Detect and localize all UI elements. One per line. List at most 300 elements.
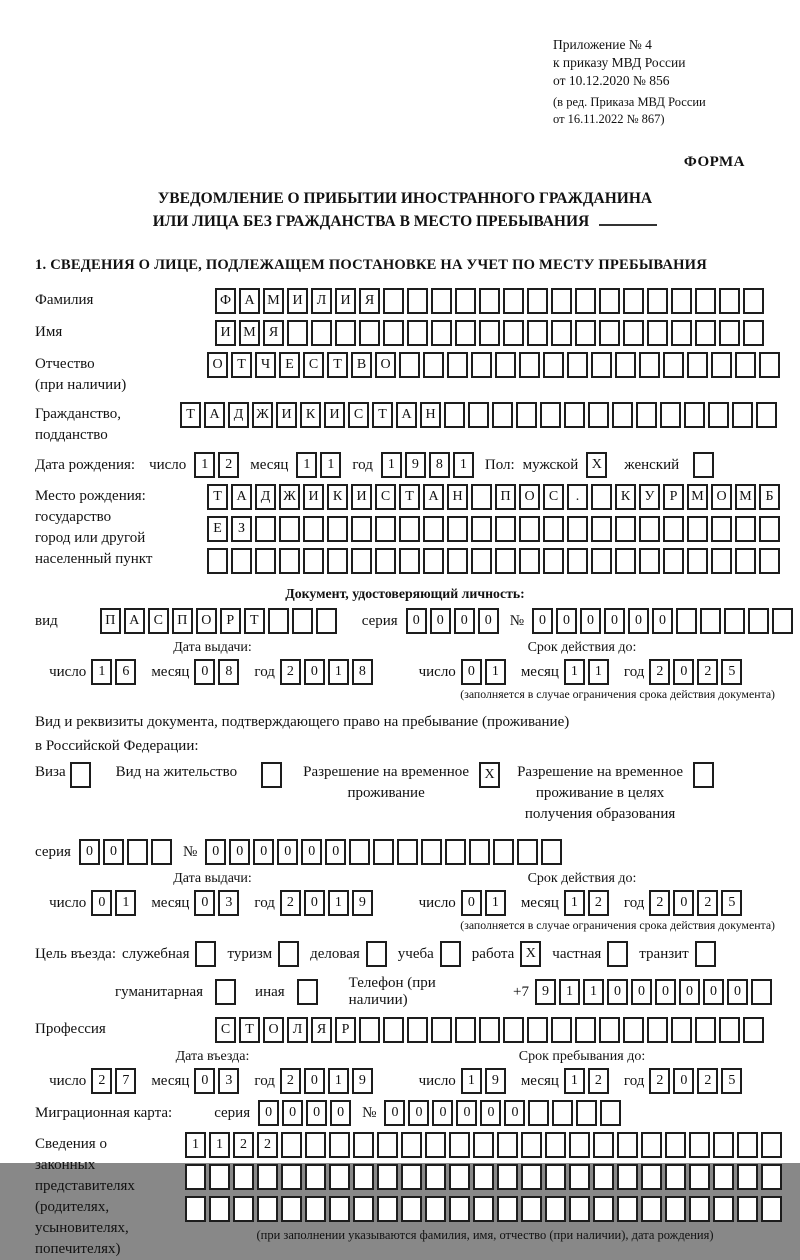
char-cell[interactable] [407, 288, 428, 314]
char-cell[interactable]: П [495, 484, 516, 510]
char-cell[interactable]: 3 [218, 890, 239, 916]
char-cell[interactable] [399, 516, 420, 542]
char-cell[interactable] [257, 1196, 278, 1222]
char-cell[interactable] [689, 1132, 710, 1158]
char-cell[interactable]: Д [255, 484, 276, 510]
char-cell[interactable] [743, 320, 764, 346]
char-cell[interactable]: 0 [673, 890, 694, 916]
char-cell[interactable]: 0 [628, 608, 649, 634]
char-cell[interactable] [647, 320, 668, 346]
char-cell[interactable]: X [586, 452, 607, 478]
char-cell[interactable] [743, 1017, 764, 1043]
char-cell[interactable] [575, 288, 596, 314]
char-cell[interactable]: Р [335, 1017, 356, 1043]
char-cell[interactable] [660, 402, 681, 428]
char-cell[interactable]: 0 [406, 608, 427, 634]
char-cell[interactable] [431, 288, 452, 314]
char-cell[interactable] [623, 1017, 644, 1043]
char-cell[interactable]: 2 [697, 659, 718, 685]
char-cell[interactable] [497, 1164, 518, 1190]
char-cell[interactable] [468, 402, 489, 428]
char-cell[interactable] [303, 516, 324, 542]
char-cell[interactable] [305, 1196, 326, 1222]
char-cell[interactable]: А [124, 608, 145, 634]
char-cell[interactable] [713, 1196, 734, 1222]
char-cell[interactable] [431, 1017, 452, 1043]
char-cell[interactable]: О [519, 484, 540, 510]
char-cell[interactable] [639, 352, 660, 378]
char-cell[interactable]: 1 [328, 659, 349, 685]
char-cell[interactable] [492, 402, 513, 428]
char-cell[interactable]: 0 [103, 839, 124, 865]
char-cell[interactable]: Т [180, 402, 201, 428]
char-cell[interactable] [737, 1132, 758, 1158]
char-cell[interactable]: 1 [328, 1068, 349, 1094]
char-cell[interactable] [623, 320, 644, 346]
char-cell[interactable] [735, 548, 756, 574]
char-cell[interactable] [700, 608, 721, 634]
char-cell[interactable] [724, 608, 745, 634]
char-cell[interactable]: 2 [649, 890, 670, 916]
char-cell[interactable]: А [396, 402, 417, 428]
char-cell[interactable]: 0 [556, 608, 577, 634]
char-cell[interactable] [641, 1196, 662, 1222]
char-cell[interactable]: X [520, 941, 541, 967]
char-cell[interactable] [641, 1132, 662, 1158]
char-cell[interactable] [233, 1196, 254, 1222]
char-cell[interactable] [521, 1196, 542, 1222]
char-cell[interactable] [351, 516, 372, 542]
char-cell[interactable]: Е [207, 516, 228, 542]
char-cell[interactable]: 0 [673, 659, 694, 685]
char-cell[interactable]: 0 [258, 1100, 279, 1126]
char-cell[interactable]: С [303, 352, 324, 378]
char-cell[interactable] [351, 548, 372, 574]
char-cell[interactable] [373, 839, 394, 865]
char-cell[interactable] [564, 402, 585, 428]
char-cell[interactable] [329, 1164, 350, 1190]
char-cell[interactable] [278, 941, 299, 967]
char-cell[interactable] [543, 352, 564, 378]
char-cell[interactable] [495, 352, 516, 378]
char-cell[interactable] [425, 1132, 446, 1158]
char-cell[interactable] [421, 839, 442, 865]
char-cell[interactable] [455, 1017, 476, 1043]
char-cell[interactable] [551, 288, 572, 314]
char-cell[interactable] [615, 516, 636, 542]
char-cell[interactable] [665, 1132, 686, 1158]
char-cell[interactable] [639, 516, 660, 542]
char-cell[interactable]: Т [327, 352, 348, 378]
char-cell[interactable]: П [172, 608, 193, 634]
char-cell[interactable] [541, 839, 562, 865]
char-cell[interactable] [756, 402, 777, 428]
char-cell[interactable] [552, 1100, 573, 1126]
char-cell[interactable] [735, 516, 756, 542]
char-cell[interactable] [671, 320, 692, 346]
char-cell[interactable] [447, 516, 468, 542]
char-cell[interactable] [521, 1132, 542, 1158]
char-cell[interactable] [447, 352, 468, 378]
char-cell[interactable]: 9 [352, 1068, 373, 1094]
char-cell[interactable] [316, 608, 337, 634]
char-cell[interactable] [759, 516, 780, 542]
char-cell[interactable]: А [204, 402, 225, 428]
char-cell[interactable]: 1 [91, 659, 112, 685]
char-cell[interactable] [401, 1196, 422, 1222]
char-cell[interactable] [445, 839, 466, 865]
char-cell[interactable] [495, 548, 516, 574]
char-cell[interactable] [695, 288, 716, 314]
char-cell[interactable]: 0 [306, 1100, 327, 1126]
char-cell[interactable] [70, 762, 91, 788]
char-cell[interactable] [617, 1132, 638, 1158]
char-cell[interactable] [527, 1017, 548, 1043]
char-cell[interactable]: 0 [607, 979, 628, 1005]
char-cell[interactable] [407, 1017, 428, 1043]
char-cell[interactable] [743, 288, 764, 314]
char-cell[interactable]: . [567, 484, 588, 510]
char-cell[interactable]: Е [279, 352, 300, 378]
char-cell[interactable] [281, 1196, 302, 1222]
char-cell[interactable]: Д [228, 402, 249, 428]
char-cell[interactable] [623, 288, 644, 314]
char-cell[interactable] [375, 548, 396, 574]
char-cell[interactable] [591, 548, 612, 574]
char-cell[interactable] [521, 1164, 542, 1190]
char-cell[interactable]: 0 [679, 979, 700, 1005]
char-cell[interactable] [695, 941, 716, 967]
char-cell[interactable]: 0 [703, 979, 724, 1005]
char-cell[interactable]: 7 [115, 1068, 136, 1094]
char-cell[interactable]: 1 [564, 890, 585, 916]
char-cell[interactable]: Б [759, 484, 780, 510]
char-cell[interactable] [671, 1017, 692, 1043]
char-cell[interactable]: 2 [588, 890, 609, 916]
char-cell[interactable] [261, 762, 282, 788]
char-cell[interactable] [615, 352, 636, 378]
char-cell[interactable] [503, 320, 524, 346]
char-cell[interactable]: 1 [559, 979, 580, 1005]
char-cell[interactable] [567, 352, 588, 378]
char-cell[interactable]: 1 [209, 1132, 230, 1158]
char-cell[interactable] [663, 516, 684, 542]
char-cell[interactable] [281, 1132, 302, 1158]
char-cell[interactable]: 1 [185, 1132, 206, 1158]
char-cell[interactable]: И [324, 402, 345, 428]
char-cell[interactable]: 0 [504, 1100, 525, 1126]
char-cell[interactable]: 2 [280, 1068, 301, 1094]
char-cell[interactable] [185, 1196, 206, 1222]
char-cell[interactable] [519, 516, 540, 542]
char-cell[interactable]: Р [220, 608, 241, 634]
char-cell[interactable]: Т [244, 608, 265, 634]
char-cell[interactable] [545, 1132, 566, 1158]
char-cell[interactable]: 1 [564, 1068, 585, 1094]
char-cell[interactable]: 1 [583, 979, 604, 1005]
char-cell[interactable]: 0 [478, 608, 499, 634]
char-cell[interactable] [401, 1132, 422, 1158]
char-cell[interactable]: 0 [655, 979, 676, 1005]
char-cell[interactable]: Я [359, 288, 380, 314]
char-cell[interactable]: 2 [697, 1068, 718, 1094]
char-cell[interactable]: 0 [532, 608, 553, 634]
char-cell[interactable] [759, 352, 780, 378]
char-cell[interactable] [353, 1196, 374, 1222]
char-cell[interactable] [663, 352, 684, 378]
char-cell[interactable] [737, 1196, 758, 1222]
char-cell[interactable]: 2 [649, 1068, 670, 1094]
char-cell[interactable]: О [263, 1017, 284, 1043]
char-cell[interactable] [593, 1164, 614, 1190]
char-cell[interactable] [444, 402, 465, 428]
char-cell[interactable]: 1 [564, 659, 585, 685]
char-cell[interactable]: А [423, 484, 444, 510]
char-cell[interactable] [335, 320, 356, 346]
char-cell[interactable] [327, 516, 348, 542]
char-cell[interactable] [281, 1164, 302, 1190]
char-cell[interactable]: С [375, 484, 396, 510]
char-cell[interactable] [473, 1132, 494, 1158]
char-cell[interactable] [636, 402, 657, 428]
char-cell[interactable] [471, 548, 492, 574]
char-cell[interactable] [473, 1196, 494, 1222]
char-cell[interactable]: 9 [352, 890, 373, 916]
char-cell[interactable] [383, 1017, 404, 1043]
char-cell[interactable]: И [303, 484, 324, 510]
char-cell[interactable]: 0 [304, 1068, 325, 1094]
char-cell[interactable] [497, 1132, 518, 1158]
char-cell[interactable]: 1 [485, 890, 506, 916]
char-cell[interactable]: С [215, 1017, 236, 1043]
char-cell[interactable]: 0 [325, 839, 346, 865]
char-cell[interactable]: И [335, 288, 356, 314]
char-cell[interactable] [399, 548, 420, 574]
char-cell[interactable]: 0 [673, 1068, 694, 1094]
char-cell[interactable]: 0 [430, 608, 451, 634]
char-cell[interactable] [615, 548, 636, 574]
char-cell[interactable] [689, 1164, 710, 1190]
char-cell[interactable] [540, 402, 561, 428]
char-cell[interactable] [569, 1132, 590, 1158]
char-cell[interactable] [689, 1196, 710, 1222]
char-cell[interactable] [708, 402, 729, 428]
char-cell[interactable]: 0 [480, 1100, 501, 1126]
char-cell[interactable] [671, 288, 692, 314]
char-cell[interactable]: 1 [328, 890, 349, 916]
char-cell[interactable]: 9 [405, 452, 426, 478]
char-cell[interactable] [231, 548, 252, 574]
char-cell[interactable]: С [148, 608, 169, 634]
char-cell[interactable]: К [615, 484, 636, 510]
char-cell[interactable] [576, 1100, 597, 1126]
char-cell[interactable]: О [196, 608, 217, 634]
char-cell[interactable] [599, 320, 620, 346]
char-cell[interactable] [719, 1017, 740, 1043]
char-cell[interactable] [195, 941, 216, 967]
char-cell[interactable]: 1 [588, 659, 609, 685]
char-cell[interactable]: 5 [721, 890, 742, 916]
char-cell[interactable] [593, 1132, 614, 1158]
char-cell[interactable]: 2 [233, 1132, 254, 1158]
char-cell[interactable] [493, 839, 514, 865]
char-cell[interactable]: Л [311, 288, 332, 314]
char-cell[interactable]: Я [311, 1017, 332, 1043]
char-cell[interactable] [255, 516, 276, 542]
char-cell[interactable]: 6 [115, 659, 136, 685]
char-cell[interactable]: 0 [205, 839, 226, 865]
char-cell[interactable] [397, 839, 418, 865]
char-cell[interactable]: О [711, 484, 732, 510]
char-cell[interactable]: Ж [252, 402, 273, 428]
char-cell[interactable]: Н [420, 402, 441, 428]
char-cell[interactable]: Л [287, 1017, 308, 1043]
char-cell[interactable]: 1 [194, 452, 215, 478]
char-cell[interactable] [407, 320, 428, 346]
char-cell[interactable]: В [351, 352, 372, 378]
char-cell[interactable] [647, 1017, 668, 1043]
char-cell[interactable]: 0 [408, 1100, 429, 1126]
char-cell[interactable]: У [639, 484, 660, 510]
char-cell[interactable]: Т [239, 1017, 260, 1043]
char-cell[interactable] [528, 1100, 549, 1126]
char-cell[interactable] [455, 320, 476, 346]
char-cell[interactable]: М [687, 484, 708, 510]
char-cell[interactable] [713, 1132, 734, 1158]
char-cell[interactable]: 0 [631, 979, 652, 1005]
char-cell[interactable] [257, 1164, 278, 1190]
char-cell[interactable]: И [215, 320, 236, 346]
char-cell[interactable] [479, 288, 500, 314]
char-cell[interactable] [327, 548, 348, 574]
char-cell[interactable] [377, 1164, 398, 1190]
char-cell[interactable] [665, 1196, 686, 1222]
char-cell[interactable] [359, 1017, 380, 1043]
char-cell[interactable]: Ч [255, 352, 276, 378]
char-cell[interactable]: Н [447, 484, 468, 510]
char-cell[interactable] [375, 516, 396, 542]
char-cell[interactable]: 0 [384, 1100, 405, 1126]
char-cell[interactable] [695, 1017, 716, 1043]
char-cell[interactable]: 0 [194, 659, 215, 685]
char-cell[interactable]: Я [263, 320, 284, 346]
char-cell[interactable]: 1 [115, 890, 136, 916]
char-cell[interactable] [268, 608, 289, 634]
char-cell[interactable] [687, 352, 708, 378]
char-cell[interactable]: 0 [456, 1100, 477, 1126]
char-cell[interactable] [425, 1196, 446, 1222]
char-cell[interactable] [377, 1196, 398, 1222]
char-cell[interactable] [617, 1196, 638, 1222]
char-cell[interactable] [519, 352, 540, 378]
char-cell[interactable]: 2 [588, 1068, 609, 1094]
char-cell[interactable]: 0 [229, 839, 250, 865]
char-cell[interactable] [761, 1132, 782, 1158]
char-cell[interactable] [151, 839, 172, 865]
char-cell[interactable]: 0 [580, 608, 601, 634]
char-cell[interactable]: 5 [721, 659, 742, 685]
char-cell[interactable] [751, 979, 772, 1005]
char-cell[interactable] [732, 402, 753, 428]
char-cell[interactable]: 0 [282, 1100, 303, 1126]
char-cell[interactable] [383, 288, 404, 314]
char-cell[interactable] [471, 352, 492, 378]
char-cell[interactable] [593, 1196, 614, 1222]
char-cell[interactable] [719, 288, 740, 314]
char-cell[interactable] [665, 1164, 686, 1190]
char-cell[interactable] [377, 1132, 398, 1158]
char-cell[interactable] [279, 548, 300, 574]
char-cell[interactable]: Ф [215, 288, 236, 314]
char-cell[interactable] [599, 1017, 620, 1043]
char-cell[interactable] [543, 548, 564, 574]
char-cell[interactable]: 0 [454, 608, 475, 634]
char-cell[interactable] [575, 320, 596, 346]
char-cell[interactable]: 0 [330, 1100, 351, 1126]
char-cell[interactable]: 0 [461, 659, 482, 685]
char-cell[interactable] [353, 1132, 374, 1158]
char-cell[interactable] [292, 608, 313, 634]
char-cell[interactable]: Т [372, 402, 393, 428]
char-cell[interactable] [423, 548, 444, 574]
char-cell[interactable] [607, 941, 628, 967]
char-cell[interactable]: 0 [432, 1100, 453, 1126]
char-cell[interactable] [713, 1164, 734, 1190]
char-cell[interactable] [772, 608, 793, 634]
char-cell[interactable]: 5 [721, 1068, 742, 1094]
char-cell[interactable] [329, 1132, 350, 1158]
char-cell[interactable]: 1 [381, 452, 402, 478]
char-cell[interactable] [127, 839, 148, 865]
char-cell[interactable] [469, 839, 490, 865]
char-cell[interactable]: 3 [218, 1068, 239, 1094]
char-cell[interactable] [567, 516, 588, 542]
char-cell[interactable]: 0 [253, 839, 274, 865]
char-cell[interactable]: 2 [697, 890, 718, 916]
char-cell[interactable] [449, 1132, 470, 1158]
char-cell[interactable]: 0 [727, 979, 748, 1005]
char-cell[interactable]: 0 [304, 659, 325, 685]
char-cell[interactable] [431, 320, 452, 346]
char-cell[interactable] [687, 548, 708, 574]
char-cell[interactable] [647, 288, 668, 314]
char-cell[interactable] [209, 1164, 230, 1190]
char-cell[interactable] [737, 1164, 758, 1190]
char-cell[interactable] [449, 1164, 470, 1190]
char-cell[interactable] [185, 1164, 206, 1190]
char-cell[interactable] [663, 548, 684, 574]
char-cell[interactable]: Р [663, 484, 684, 510]
char-cell[interactable] [711, 516, 732, 542]
char-cell[interactable]: 0 [652, 608, 673, 634]
char-cell[interactable]: 0 [194, 890, 215, 916]
char-cell[interactable] [471, 484, 492, 510]
char-cell[interactable] [761, 1164, 782, 1190]
char-cell[interactable] [543, 516, 564, 542]
char-cell[interactable] [693, 452, 714, 478]
char-cell[interactable]: Т [231, 352, 252, 378]
char-cell[interactable]: 9 [485, 1068, 506, 1094]
char-cell[interactable]: 2 [280, 890, 301, 916]
char-cell[interactable] [473, 1164, 494, 1190]
char-cell[interactable] [353, 1164, 374, 1190]
char-cell[interactable]: И [276, 402, 297, 428]
char-cell[interactable]: О [375, 352, 396, 378]
char-cell[interactable]: 1 [453, 452, 474, 478]
char-cell[interactable]: 0 [79, 839, 100, 865]
char-cell[interactable] [591, 352, 612, 378]
char-cell[interactable] [479, 320, 500, 346]
